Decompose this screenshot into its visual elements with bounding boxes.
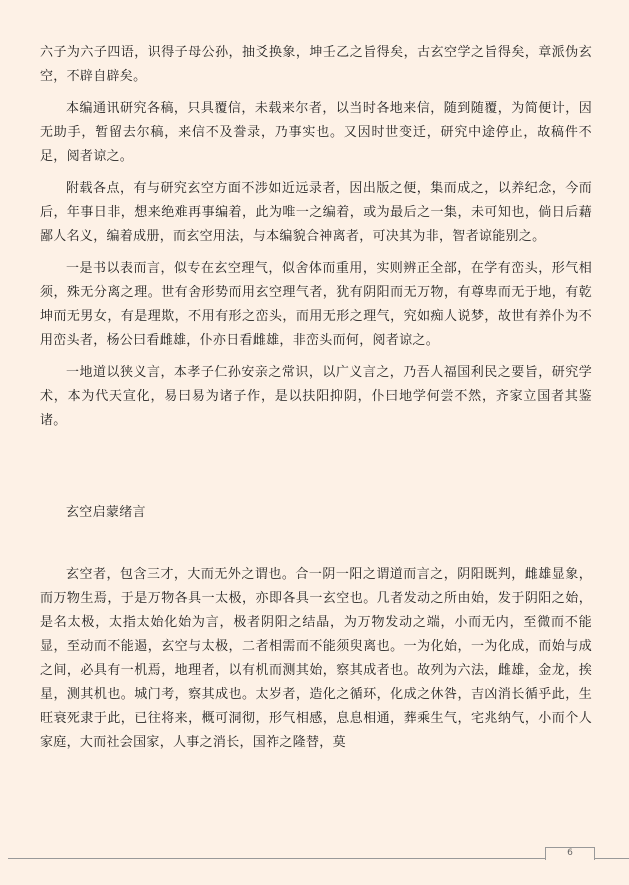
paragraph: 六子为六子四语，识得子母公孙，抽爻换象，坤壬乙之旨得矣，古玄空学之旨得矣，章派伪玄空，不辟自辟矣。 [40,45,592,84]
paragraph: 一地道以狭义言，本孝子仁孙安亲之常识，以广义言之，乃吾人福国利民之要旨，研究学术，本为代天宣化，易曰易为诸子作，是以扶阳抑阴，仆曰地学何尝不然，齐家立国者其鉴诸。 [40,365,592,428]
page-number: 6 [567,848,573,858]
paragraph: 本编通讯研究各稿，只具覆信，未载来尔者，以当时各地来信，随到随覆，为简便计，因无助手，暂留去尔稿，来信不及誊录，乃事实也。又因时世变迁，研究中途停止，故稿件不足，阅者谅之。 [40,101,592,164]
section-heading: 玄空启蒙绪言 [66,505,146,520]
footer-rule-right [594,858,629,859]
paragraph: 附载各点，有与研究玄空方面不涉如近远录者，因出版之便，集而成之，以养纪念，今而后，年事日非，想来绝难再事编着，此为唯一之编着，或为最后之一集，未可知也，倘日后藉鄙人名义，编着成册，而玄空用法，与本编貌合神离者，可决其为非，智者谅能别之。 [40,181,592,244]
footer-rule [8,858,548,859]
paragraph: 一是书以表而言，似专在玄空理气，似舍体而重用，实则辨正全部，在学有峦头，形气相须，殊无分离之理。世有舍形势而用玄空理气者，犹有阴阳而无万物，有尊卑而无于地，有乾坤而无男女，有是理欺，不用有形之峦头，而用无形之理气，究如痴人说梦，故世有养仆为不用峦头者，杨公曰看雌雄，仆亦日看雌雄，非峦头而何，阅者谅之。 [40,261,592,348]
paragraph: 玄空者，包含三才，大而无外之谓也。合一阴一阳之谓道而言之，阴阳既判，雌雄显象，而万物生焉，于是万物各具一太极，亦即各具一玄空也。几者发动之所由始，发于阴阳之始，是名太极，太指太始化始为言，极者阴阳之结晶，为万物发动之端，小而无内，至微而不能显，至动而不能遏，玄空与太极，二者相需而不能须臾离也。一为化始，一为化成，而始与成之间，必具有一机焉，地理者，以有机而测其始，察其成者也。故列为六法，雌雄，金龙，挨星，测其机也。城门考，察其成也。太岁者，造化之循环，化成之休咎，吉凶消长循乎此，生旺衰死隶于此，已往将来，概可洞彻，形气相感，息息相通，葬乘生气，宅兆纳气，小而个人家庭，大而社会国家，人事之消长，国祚之隆替，莫 [40,567,592,750]
page-content [40,41,592,763]
